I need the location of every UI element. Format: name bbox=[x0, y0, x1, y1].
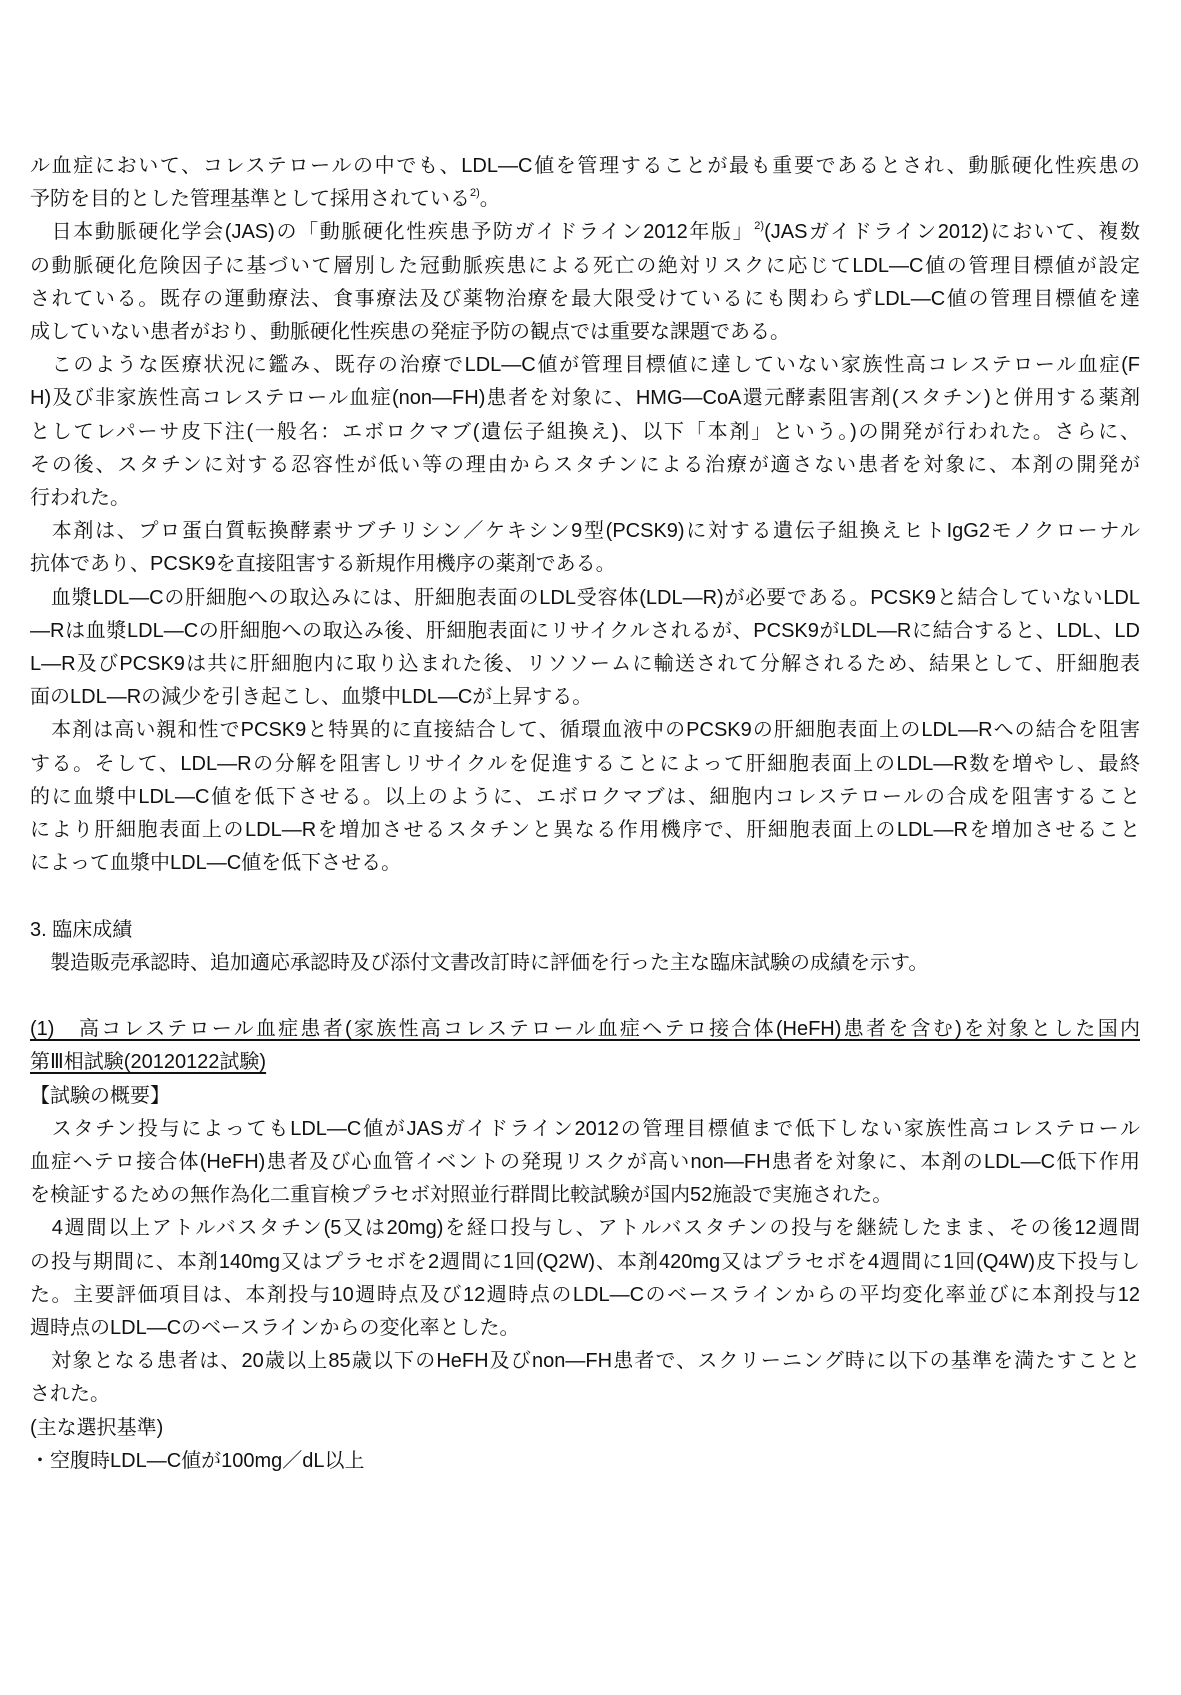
text-line bbox=[30, 349, 1140, 382]
line-text bbox=[30, 421, 1140, 443]
text-line bbox=[30, 947, 1140, 980]
line-text bbox=[30, 321, 790, 343]
text-line bbox=[30, 283, 1140, 316]
line-text bbox=[30, 952, 928, 974]
section-heading-line bbox=[30, 1046, 1140, 1079]
text-line bbox=[30, 1212, 1140, 1245]
text-line bbox=[30, 681, 1140, 714]
text-line bbox=[30, 1279, 1140, 1312]
text-line bbox=[30, 814, 1140, 847]
text-segment: されている。既存の運動療法、食事療法及び薬物治療を最大限受けているにも関わらずLDL―C値の管理目標値を達 bbox=[30, 287, 1140, 310]
text-segment: の投与期間に、本剤140mg又はプラセボを2週間に1回(Q2W)、本剤420mg又はプラセボを4週間に1回(Q4W)皮下投与し bbox=[30, 1250, 1140, 1273]
line-text bbox=[30, 1450, 365, 1472]
line-text bbox=[30, 155, 1140, 177]
text-segment: 成していない患者がおり、動脈硬化性疾患の発症予防の観点では重要な課題である。 bbox=[30, 321, 790, 344]
text-segment: (主な選択基準) bbox=[30, 1416, 164, 1439]
text-line bbox=[30, 1345, 1140, 1378]
text-line bbox=[30, 781, 1140, 814]
text-line bbox=[30, 648, 1140, 681]
line-text bbox=[30, 786, 1140, 808]
text-segment: 予防を目的とした管理基準として採用されている bbox=[30, 188, 470, 211]
text-segment: 血症ヘテロ接合体(HeFH)患者及び心血管イベントの発現リスクが高いnon―FH患者を対象に、本剤のLDL―C低下作用 bbox=[30, 1151, 1140, 1174]
document-body bbox=[30, 150, 1140, 1478]
text-segment: 4週間以上アトルバスタチン(5又は20mg)を経口投与し、アトルバスタチンの投与を継続したまま、その後12週間 bbox=[30, 1217, 1140, 1240]
text-segment: その後、スタチンに対する忍容性が低い等の理由からスタチンによる治療が適さない患者を対象に、本剤の開発が bbox=[30, 453, 1140, 476]
text-segment: スタチン投与によってもLDL―C値がJASガイドライン2012の管理目標値まで低下しない家族性高コレステロール bbox=[30, 1117, 1140, 1140]
text-line bbox=[30, 316, 1140, 349]
line-text bbox=[30, 1383, 110, 1405]
text-line bbox=[30, 216, 1140, 249]
line-text bbox=[30, 520, 1140, 542]
text-line bbox=[30, 1246, 1140, 1279]
line-text bbox=[30, 487, 130, 509]
text-segment: 対象となる患者は、20歳以上85歳以下のHeFH及びnon―FH患者で、スクリーニング時に以下の基準を満たすことと bbox=[30, 1350, 1140, 1373]
line-text bbox=[30, 1317, 520, 1339]
line-text bbox=[30, 819, 1140, 841]
text-segment: 面のLDL―Rの減少を引き起こし、血漿中LDL―Cが上昇する。 bbox=[30, 686, 593, 709]
text-segment: ・空腹時LDL―C値が100mg／dL以上 bbox=[30, 1449, 365, 1472]
text-segment: を検証するための無作為化二重盲検プラセボ対照並行群間比較試験が国内52施設で実施された。 bbox=[30, 1184, 893, 1207]
line-text bbox=[30, 753, 1140, 775]
text-segment: L―R及びPCSK9は共に肝細胞内に取り込まれた後、リソソームに輸送されて分解されるため、結果として、肝細胞表 bbox=[30, 653, 1140, 676]
line-text bbox=[30, 1251, 1140, 1273]
blank-line bbox=[30, 980, 1140, 1013]
line-text bbox=[30, 255, 1140, 277]
line-text bbox=[30, 919, 132, 941]
line-text bbox=[30, 1018, 1140, 1040]
text-line bbox=[30, 1445, 1140, 1478]
section-heading-line bbox=[30, 914, 1140, 947]
text-line bbox=[30, 615, 1140, 648]
footnote-reference: 2) bbox=[754, 220, 765, 233]
text-segment: H)及び非家族性高コレステロール血症(non―FH)患者を対象に、HMG―CoA還元酵素阻害剤(スタチン)と併用する薬剤 bbox=[30, 387, 1140, 410]
text-segment: 週時点のLDL―Cのベースラインからの変化率とした。 bbox=[30, 1317, 520, 1340]
text-line bbox=[30, 382, 1140, 415]
blank-line bbox=[30, 880, 1140, 913]
text-segment: 日本動脈硬化学会(JAS)の「動脈硬化性疾患予防ガイドライン2012年版」 bbox=[30, 221, 755, 244]
line-text bbox=[30, 354, 1140, 376]
text-segment: された。 bbox=[30, 1383, 110, 1406]
text-segment: により肝細胞表面上のLDL―Rを増加させるスタチンと異なる作用機序で、肝細胞表面上のLDL―Rを増加させること bbox=[30, 819, 1140, 842]
line-text bbox=[30, 288, 1140, 310]
line-text bbox=[30, 1284, 1140, 1306]
line-text bbox=[30, 1118, 1140, 1140]
text-segment: 抗体であり、PCSK9を直接阻害する新規作用機序の薬剤である。 bbox=[30, 553, 616, 576]
text-segment: としてレパーサ皮下注(一般名：エボロクマブ(遺伝子組換え)、以下「本剤」という。)の開発が行われた。さらに、 bbox=[30, 420, 1140, 443]
line-text bbox=[30, 686, 592, 708]
line-text bbox=[30, 1184, 892, 1206]
text-line bbox=[30, 1179, 1140, 1212]
line-text bbox=[30, 387, 1140, 409]
line-text bbox=[30, 653, 1140, 675]
text-segment: ―Rは血漿LDL―Cの肝細胞への取込み後、肝細胞表面にリサイクルされるが、PCSK9がLDL―Rに結合すると、LDL、LD bbox=[30, 619, 1140, 642]
line-text bbox=[30, 1350, 1140, 1372]
text-segment: ル血症において、コレステロールの中でも、LDL―C値を管理することが最も重要であるとされ、動脈硬化性疾患の bbox=[30, 155, 1140, 177]
text-line bbox=[30, 548, 1140, 581]
line-text bbox=[30, 1085, 170, 1107]
line-text bbox=[30, 188, 500, 210]
line-text bbox=[30, 553, 616, 575]
line-text bbox=[30, 1417, 163, 1439]
text-line bbox=[30, 1412, 1140, 1445]
text-segment: する。そして、LDL―Rの分解を阻害しリサイクルを促進することによって肝細胞表面上のLDL―R数を増やし、最終 bbox=[30, 752, 1140, 775]
line-text bbox=[30, 852, 401, 874]
text-line bbox=[30, 748, 1140, 781]
text-segment: 本剤は、プロ蛋白質転換酵素サブチリシン／ケキシン9型(PCSK9)に対する遺伝子組換えヒトIgG2モノクローナル bbox=[30, 520, 1140, 543]
text-segment: 本剤は高い親和性でPCSK9と特異的に直接結合して、循環血液中のPCSK9の肝細胞表面上のLDL―Rへの結合を阻害 bbox=[30, 719, 1140, 742]
line-text bbox=[30, 1051, 266, 1073]
line-text bbox=[30, 587, 1140, 609]
text-segment: た。主要評価項目は、本剤投与10週時点及び12週時点のLDL―Cのベースラインからの平均変化率並びに本剤投与12 bbox=[30, 1283, 1140, 1306]
line-text bbox=[30, 1151, 1140, 1173]
text-segment: 第Ⅲ相試験(20120122試験) bbox=[30, 1051, 267, 1074]
text-line bbox=[30, 582, 1140, 615]
text-segment: このような医療状況に鑑み、既存の治療でLDL―C値が管理目標値に達していない家族性高コレステロール血症(F bbox=[30, 354, 1140, 377]
text-segment: 。 bbox=[479, 188, 500, 211]
line-text bbox=[30, 454, 1140, 476]
text-line bbox=[30, 847, 1140, 880]
footnote-reference: 2) bbox=[470, 187, 480, 200]
text-line bbox=[30, 1146, 1140, 1179]
text-segment: の動脈硬化危険因子に基づいて層別した冠動脈疾患による死亡の絶対リスクに応じてLDL―C値の管理目標値が設定 bbox=[30, 254, 1140, 277]
text-line bbox=[30, 482, 1140, 515]
line-text bbox=[30, 221, 1140, 243]
section-heading-line bbox=[30, 1080, 1140, 1113]
text-line bbox=[30, 714, 1140, 747]
text-line bbox=[30, 515, 1140, 548]
text-segment: 血漿LDL―Cの肝細胞への取込みには、肝細胞表面のLDL受容体(LDL―R)が必要である。PCSK9と結合していないLDL bbox=[30, 586, 1140, 609]
line-text bbox=[30, 719, 1140, 741]
line-text bbox=[30, 620, 1140, 642]
text-line bbox=[30, 1312, 1140, 1345]
text-segment: (JASガイドライン2012)において、複数 bbox=[764, 221, 1140, 244]
text-line bbox=[30, 1378, 1140, 1411]
text-segment: 製造販売承認時、追加適応承認時及び添付文書改訂時に評価を行った主な臨床試験の成績を示す。 bbox=[30, 951, 929, 974]
text-segment: によって血漿中LDL―C値を低下させる。 bbox=[30, 852, 402, 875]
text-segment: 的に血漿中LDL―C値を低下させる。以上のように、エボロクマブは、細胞内コレステロールの合成を阻害すること bbox=[30, 785, 1140, 808]
text-segment: 【試験の概要】 bbox=[30, 1084, 170, 1107]
text-segment: (1) 高コレステロール血症患者(家族性高コレステロール血症ヘテロ接合体(HeFH)患者を含む)を対象とした国内 bbox=[30, 1018, 1140, 1041]
text-line bbox=[30, 250, 1140, 283]
text-line bbox=[30, 183, 1140, 216]
text-line bbox=[30, 1113, 1140, 1146]
text-line bbox=[30, 449, 1140, 482]
text-segment: 3. 臨床成績 bbox=[30, 918, 133, 941]
line-text bbox=[30, 1217, 1140, 1239]
text-segment: 行われた。 bbox=[30, 487, 130, 510]
text-line bbox=[30, 150, 1140, 183]
section-heading-line bbox=[30, 1013, 1140, 1046]
text-line bbox=[30, 416, 1140, 449]
